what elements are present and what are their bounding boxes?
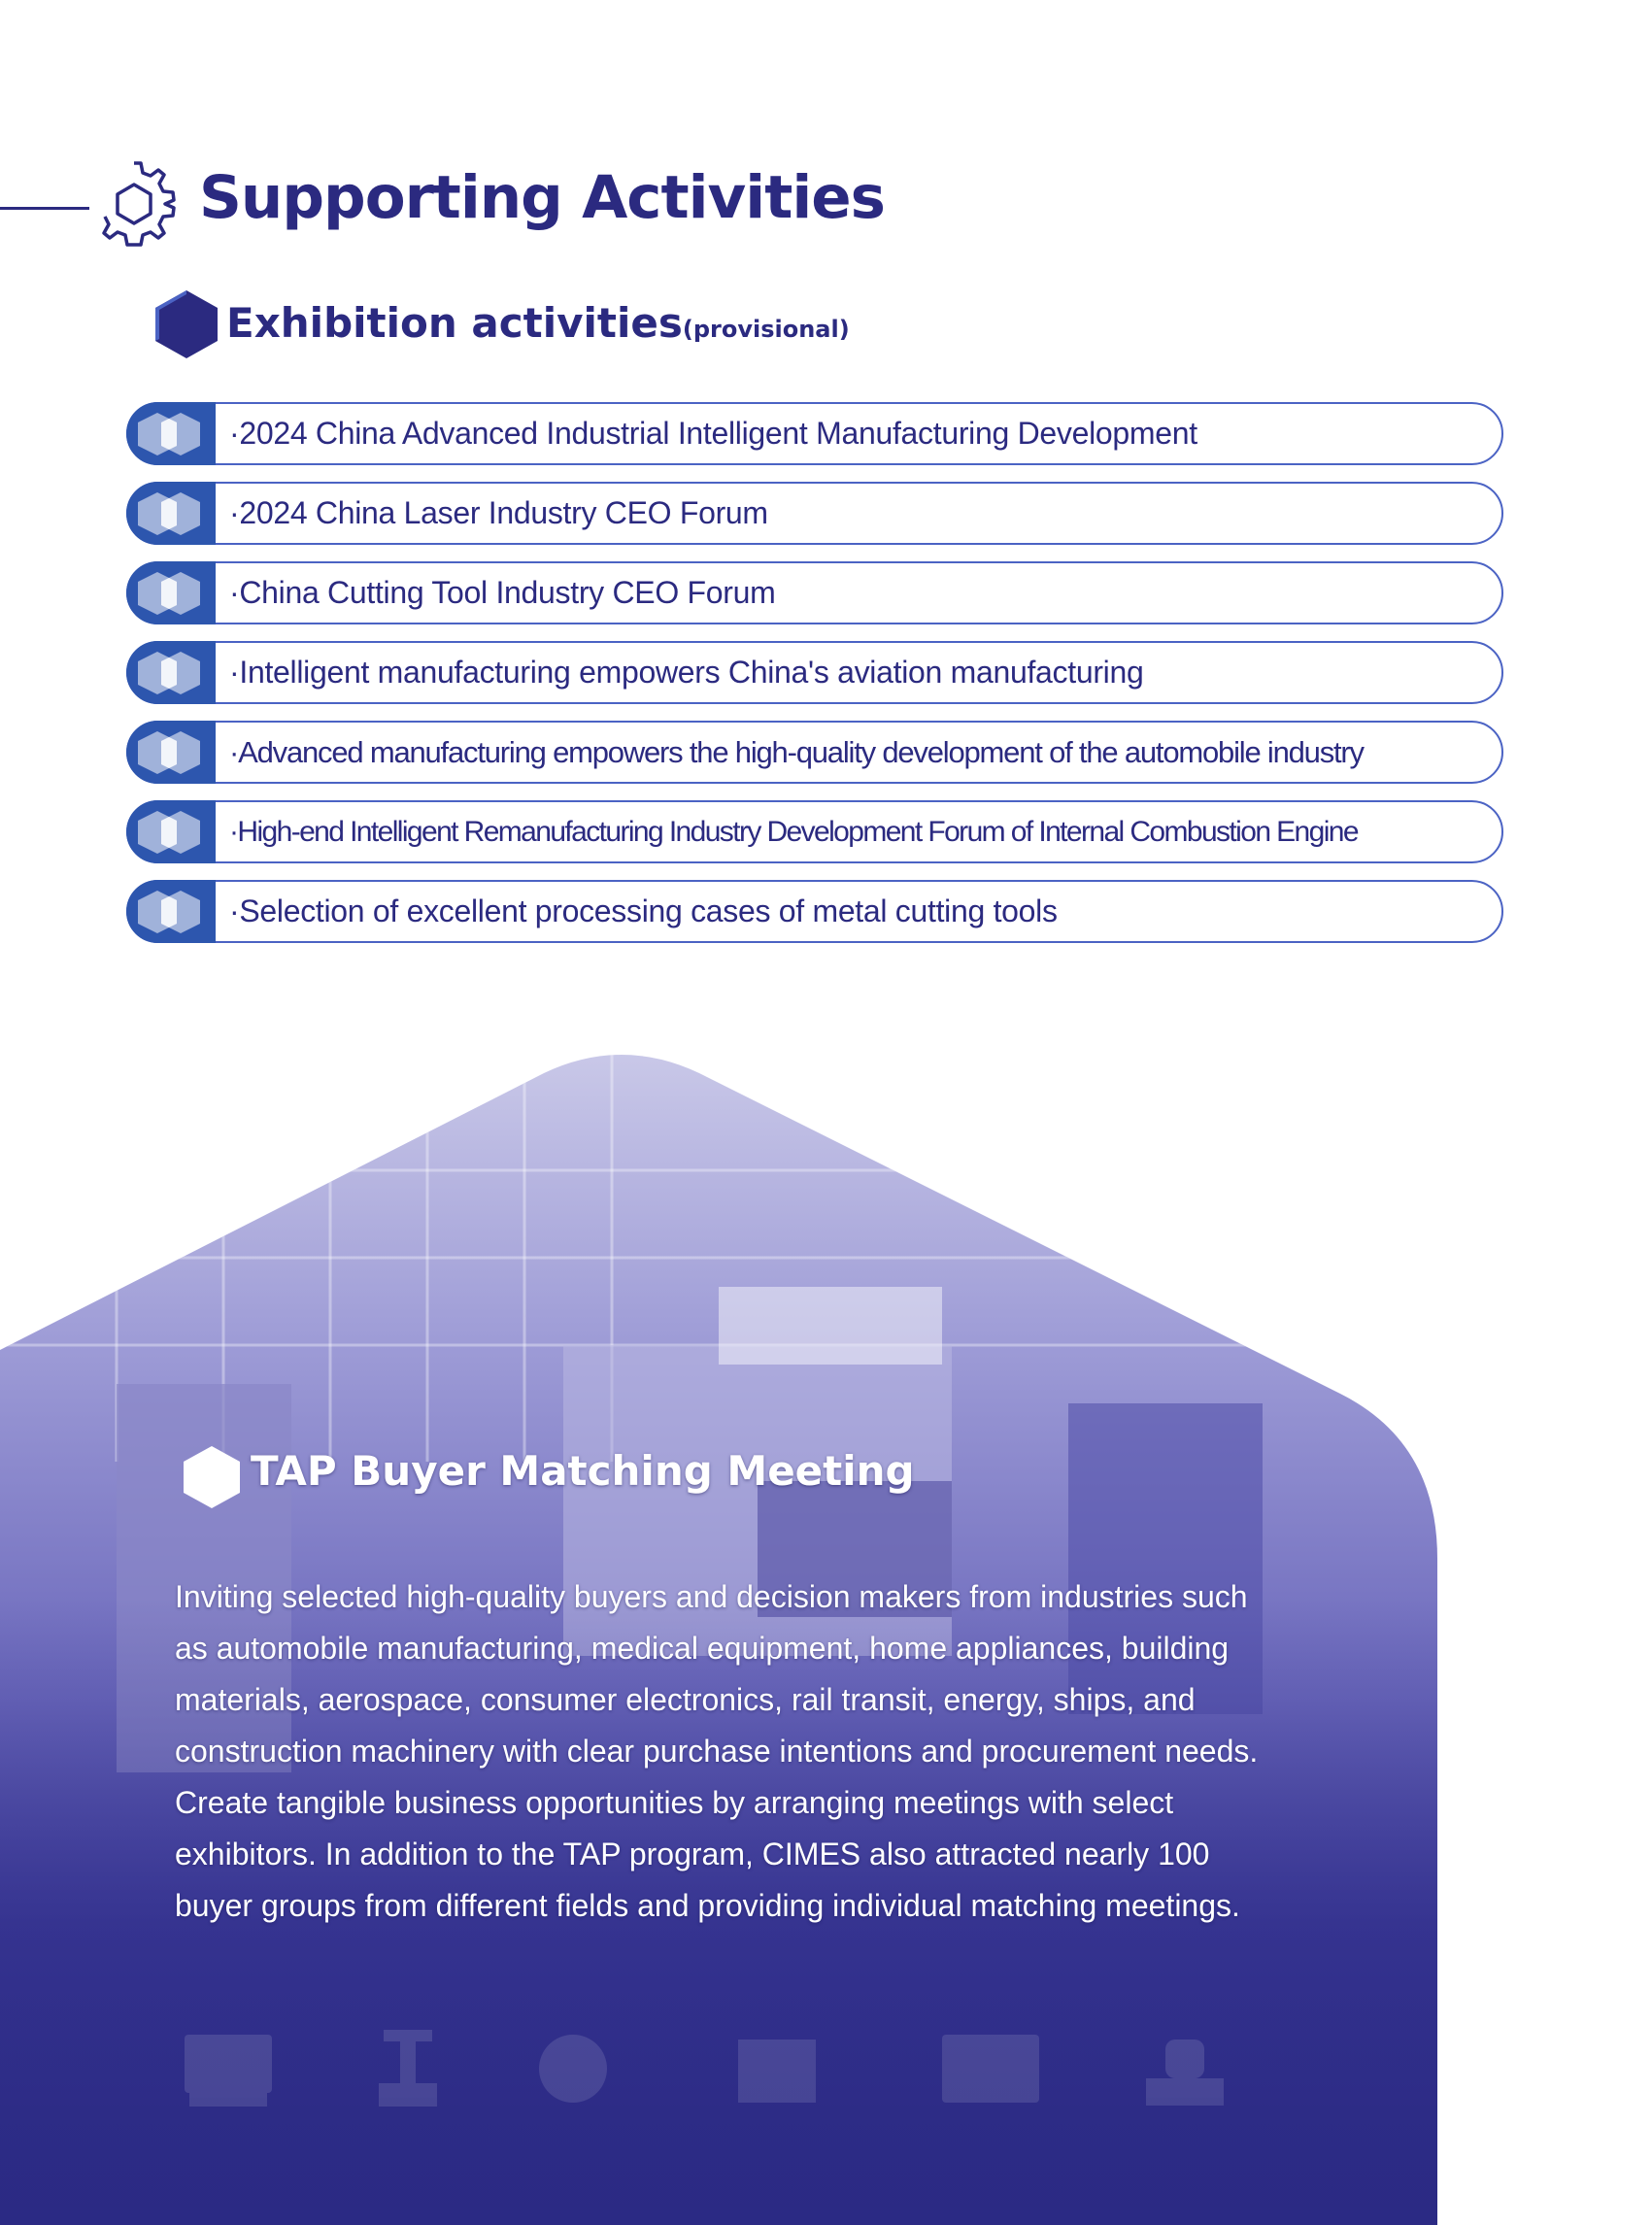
list-item: [126, 641, 1503, 704]
tap-description: Inviting selected high-quality buyers and decision makers from industries such as automobile manufacturing, medical equipment, home appliances, building materials, aerospace, consumer electronics, rail transit, energy, ships, and construction machinery with clear purchase intentions and procurement needs. Create tangible business opportunities by arranging meetings with select exhibitors. In addition to the TAP program, CIMES also attracted nearly 100 buyer groups from different fields and providing individual matching meetings.: [175, 1579, 1259, 1923]
section-title: [226, 299, 850, 347]
laser-cutter-icon: [1146, 2040, 1224, 2106]
list-item: [126, 402, 1503, 465]
item-tab: [126, 800, 216, 863]
list-item: [126, 561, 1503, 624]
gripper-icon: [539, 2035, 607, 2103]
section-title-note: (provisional): [682, 316, 850, 343]
activity-label: ·Selection of excellent processing cases of metal cutting tools: [229, 893, 1058, 928]
activity-label: ·2024 China Laser Industry CEO Forum: [229, 495, 768, 530]
double-hexagon-icon: [136, 411, 206, 457]
activity-list: [126, 402, 1503, 960]
activity-label: ·High-end Intelligent Remanufacturing Industry Development Forum of Internal Combustion Engine: [229, 816, 1358, 848]
section-title-text: Exhibition activities: [226, 299, 683, 347]
list-item: [126, 482, 1503, 545]
list-item: [126, 721, 1503, 784]
machine-icons-row: [185, 2025, 1233, 2112]
hexagon-icon: [150, 287, 223, 361]
item-tab: [126, 482, 216, 545]
list-item: [126, 800, 1503, 863]
header-rule: [0, 207, 89, 210]
list-item: [126, 880, 1503, 943]
hexagon-icon: [178, 1443, 246, 1511]
activity-label: ·Intelligent manufacturing empowers China's aviation manufacturing: [229, 655, 1144, 690]
item-tab: [126, 721, 216, 784]
double-hexagon-icon: [136, 889, 206, 935]
tap-title: TAP Buyer Matching Meeting: [251, 1447, 915, 1495]
gear-hexagon-icon: [85, 155, 183, 253]
item-tab: [126, 641, 216, 704]
double-hexagon-icon: [136, 729, 206, 776]
activity-label: ·Advanced manufacturing empowers the high-quality development of the automobile industry: [229, 735, 1364, 769]
activity-label: ·2024 China Advanced Industrial Intelligent Manufacturing Development: [229, 416, 1197, 451]
item-tab: [126, 561, 216, 624]
page-title: Supporting Activities: [199, 163, 885, 232]
item-tab: [126, 880, 216, 943]
machining-center-icon: [738, 2040, 816, 2103]
robot-arm-icon: [379, 2030, 437, 2107]
cnc-machine-icon: [942, 2035, 1039, 2103]
double-hexagon-icon: [136, 490, 206, 537]
double-hexagon-icon: [136, 570, 206, 617]
cnc-lathe-icon: [185, 2035, 272, 2107]
item-tab: [126, 402, 216, 465]
double-hexagon-icon: [136, 650, 206, 696]
double-hexagon-icon: [136, 809, 206, 856]
activity-label: ·China Cutting Tool Industry CEO Forum: [229, 575, 776, 610]
